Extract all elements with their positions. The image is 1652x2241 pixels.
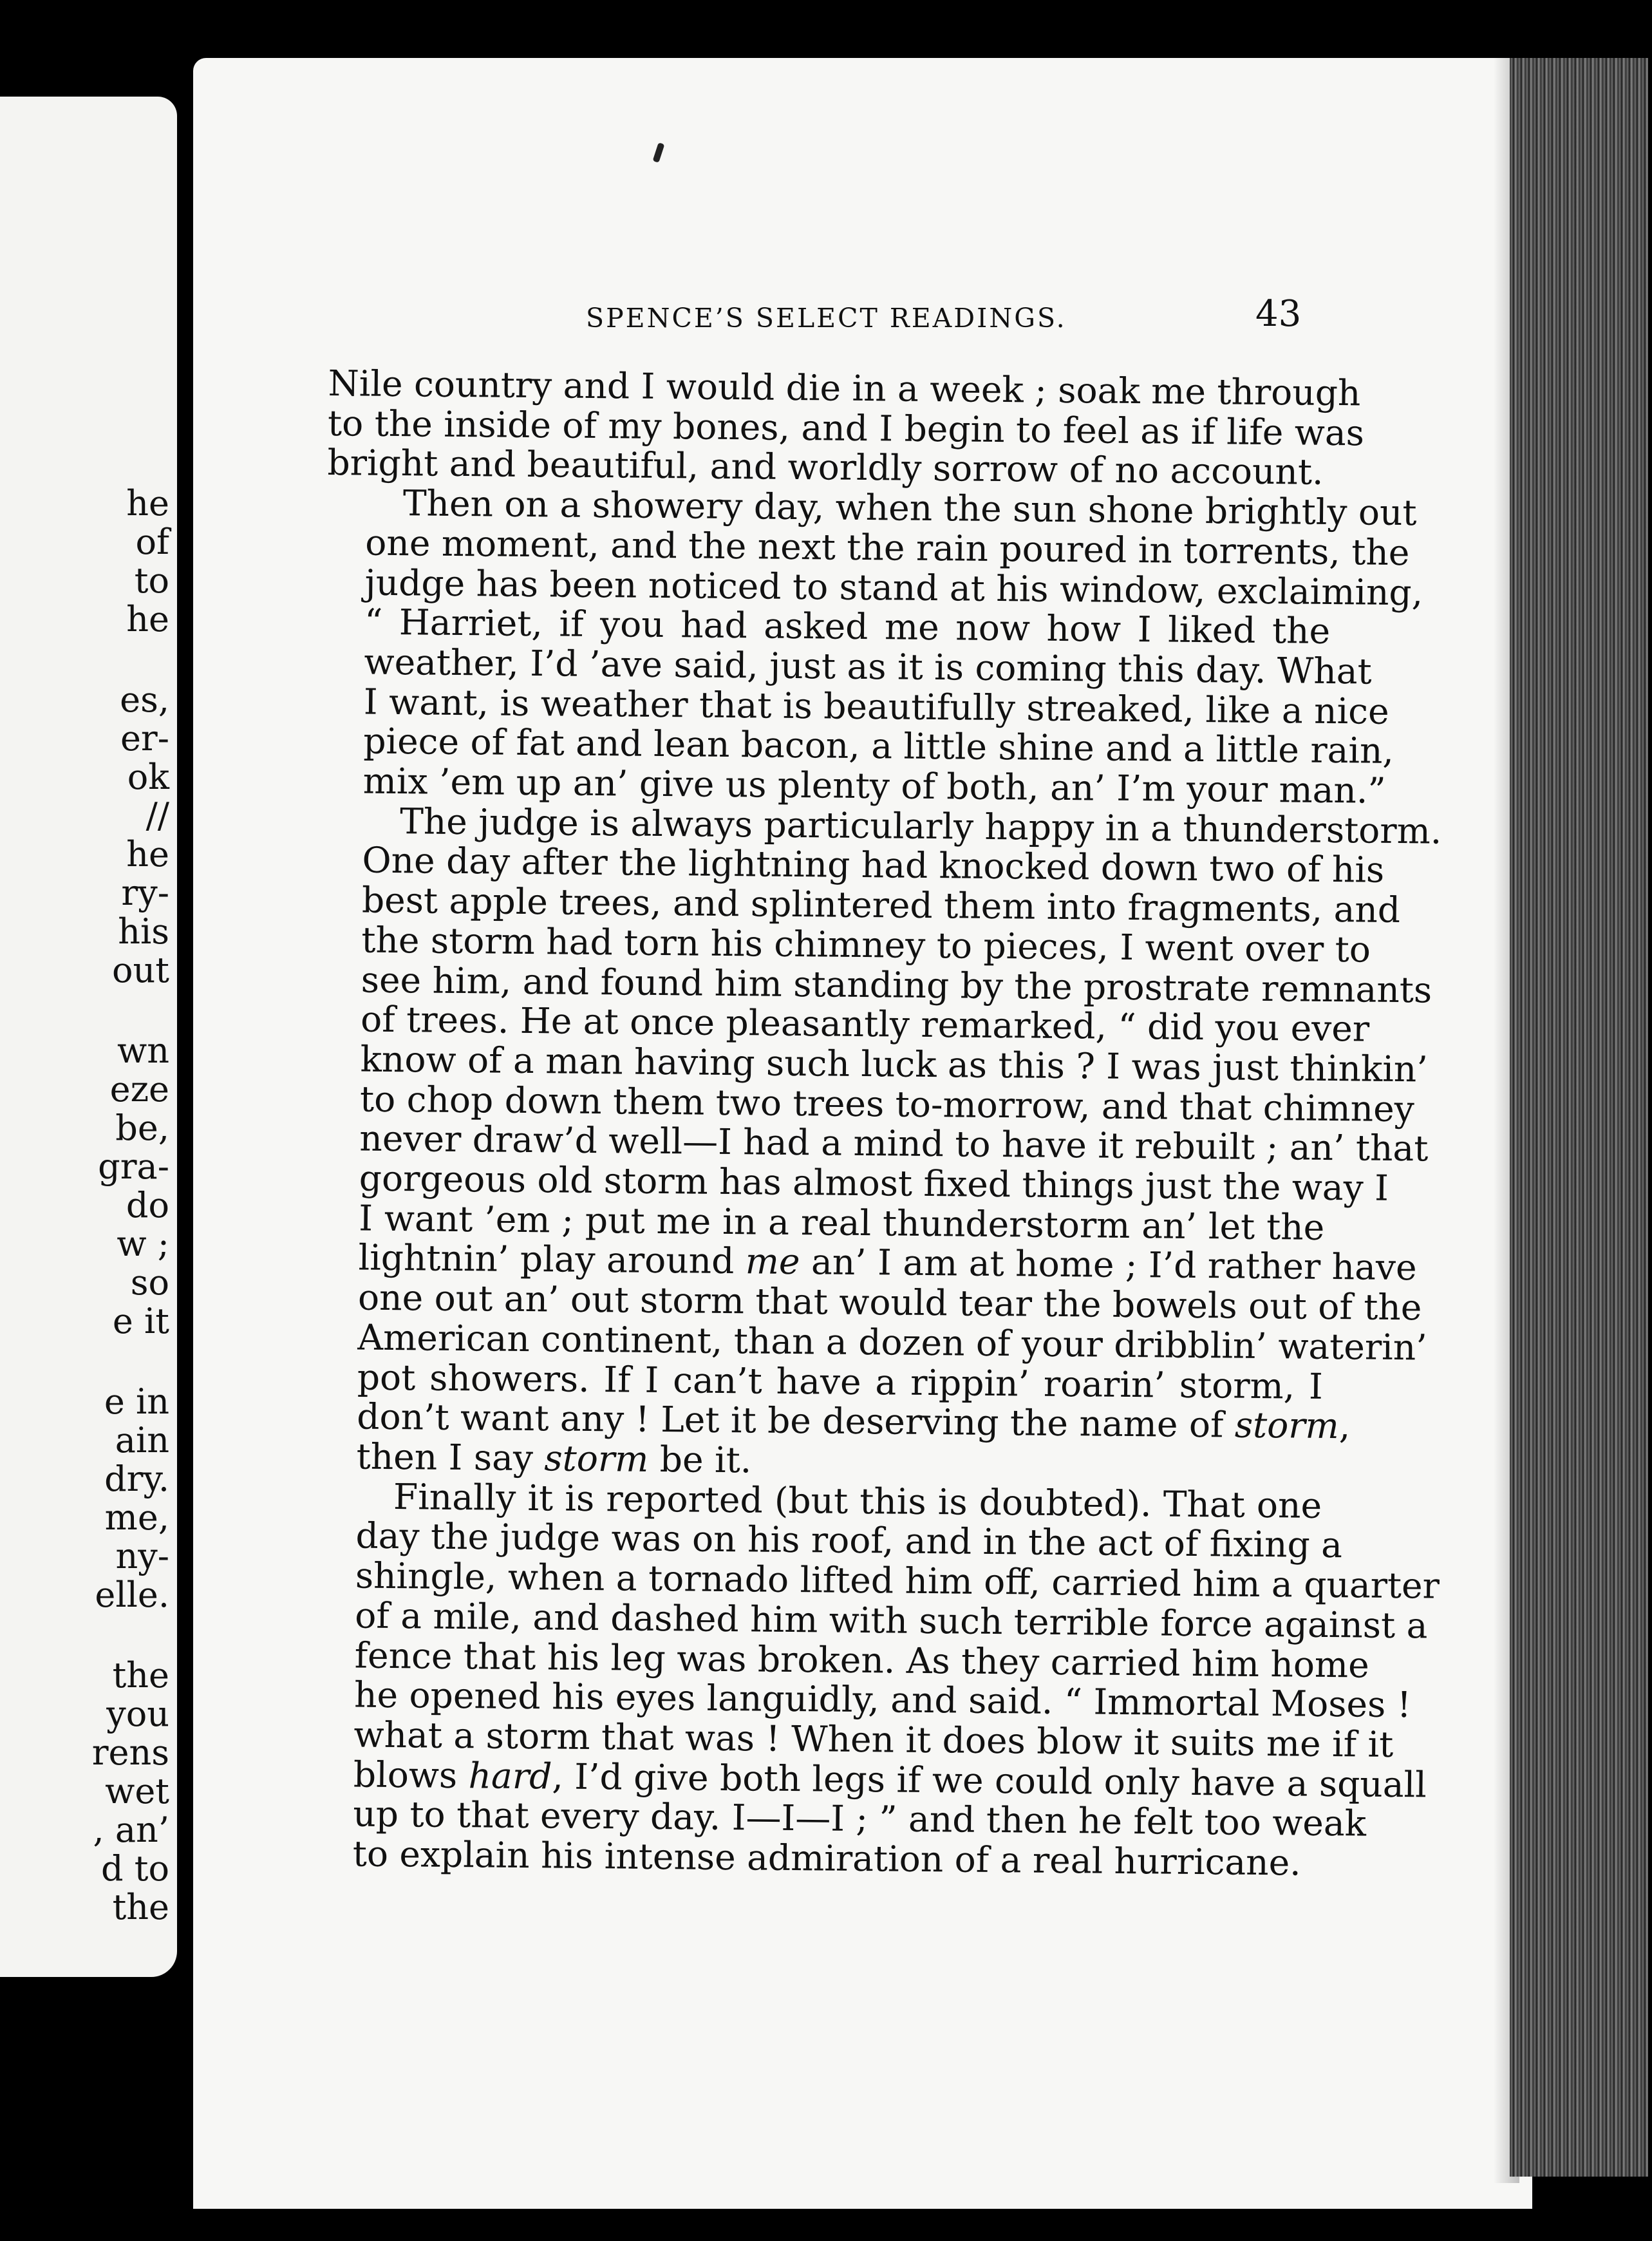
left-page-text-fragment: // (145, 795, 169, 836)
text-line: one out an’ out storm that would tear the bowels out of the (357, 1276, 1422, 1329)
paragraph (324, 482, 1423, 811)
left-page-text-fragment: w ; (117, 1224, 169, 1264)
text-line: gorgeous old storm has almost fixed things just the way I (359, 1157, 1389, 1209)
text-line: blows hard, I’d give both legs if we could only have a squall (353, 1754, 1427, 1806)
body-text (314, 363, 1442, 1884)
left-page-text-fragment: , an’ (93, 1810, 169, 1850)
left-page-text-fragment: eze (109, 1069, 169, 1110)
left-facing-page (0, 97, 177, 1977)
left-page-text-fragment: d to (101, 1848, 169, 1889)
left-page-text-fragment: the (112, 1887, 169, 1927)
left-page-text-fragment: do (126, 1185, 169, 1225)
paragraph (327, 363, 1365, 493)
left-page-text-fragment: ry- (121, 873, 169, 913)
text-line: the storm had torn his chimney to pieces, I went over to (361, 919, 1371, 970)
left-page-text-fragment: rens (91, 1732, 169, 1773)
left-page-text-fragment: wet (105, 1771, 169, 1811)
text-line: The judge is always particularly happy in a thunderstorm. (399, 800, 1442, 852)
left-page-text-fragment: he (126, 483, 169, 524)
text-line: pot showers. If I can’t have a rippin’ roarin’ storm, I (357, 1356, 1324, 1407)
text-line: One day after the lightning had knocked down two of his (362, 839, 1385, 891)
text-line: of trees. He at once pleasantly remarked, “ did you ever (360, 998, 1370, 1050)
paragraph (314, 1475, 1440, 1884)
left-page-text-fragment: you (106, 1694, 169, 1734)
text-line: see him, and found him standing by the prostrate remnants (361, 959, 1432, 1011)
text-line: to chop down them two trees to-morrow, and that chimney (359, 1078, 1415, 1130)
page-number: 43 (1255, 293, 1302, 335)
left-page-text-fragment: so (130, 1262, 169, 1303)
text-line: know of a man having such luck as this ? I was just thinkin’ (360, 1038, 1429, 1090)
text-line: up to that every day. I—I—I ; ” and then he felt too weak (353, 1793, 1367, 1844)
page-block-edges (1510, 58, 1648, 2177)
text-line: American continent, than a dozen of your dribblin’ waterin’ (357, 1316, 1427, 1368)
text-line: to explain his intense admiration of a real hurricane. (352, 1833, 1301, 1884)
text-line: “ Harriet, if you had asked me now how I liked the (364, 601, 1331, 652)
text-line: judge has been noticed to stand at his window, exclaiming, (364, 562, 1423, 613)
left-page-text-fragment: er- (120, 718, 169, 759)
text-line: Then on a showery day, when the sun shone brightly out (402, 482, 1417, 534)
left-page-text-fragment: the (112, 1655, 169, 1696)
left-page-text-fragment: elle. (95, 1574, 169, 1615)
text-line: weather, I’d ’ave said, just as it is coming this day. What (364, 641, 1373, 692)
left-page-text-fragment: of (135, 522, 169, 562)
text-line: shingle, when a tornado lifted him off, carried him a quarter (355, 1555, 1440, 1607)
text-line: of a mile, and dashed him with such terrible force against a (355, 1594, 1428, 1647)
text-line: Nile country and I would die in a week ; soak me through (328, 363, 1361, 414)
left-page-text-fragment: be, (115, 1108, 169, 1148)
text-line: piece of fat and lean bacon, a little shine and a little rain, (363, 720, 1394, 772)
text-line: what a storm that was ! When it does blow it suits me if it (353, 1714, 1394, 1765)
left-page-text-fragment: out (112, 950, 169, 990)
left-page-text-fragment: dry. (104, 1459, 169, 1499)
left-page-text-fragment: he (126, 599, 169, 639)
left-page-text-fragment: his (118, 911, 169, 952)
text-line: I want, is weather that is beautifully streaked, like a nice (363, 681, 1389, 732)
left-page-text-fragment: es, (120, 679, 169, 720)
left-page-text-fragment: e in (104, 1381, 169, 1422)
left-page-text-fragment: ny- (115, 1536, 169, 1576)
text-line: Finally it is reported (but this is doubted). That one (393, 1475, 1322, 1526)
text-line: then I say storm be it. (356, 1435, 752, 1481)
left-page-text-fragment: to (134, 560, 169, 601)
left-page-text-fragment: wn (117, 1030, 169, 1071)
text-line: best apple trees, and splintered them into fragments, and (361, 879, 1401, 931)
text-line: day the judge was on his roof, and in the act of fixing a (355, 1515, 1343, 1566)
left-page-text-fragment: ain (115, 1420, 169, 1461)
text-line: don’t want any ! Let it be deserving the name of storm, (357, 1395, 1351, 1447)
left-page-text-fragment: gra- (98, 1146, 169, 1187)
text-line: mix ’em up an’ give us plenty of both, an’ I’m your man.” (362, 760, 1386, 811)
text-line: he opened his eyes languidly, and said. “ Immortal Moses ! (353, 1674, 1412, 1726)
left-page-text-fragment: he (126, 834, 169, 875)
left-page-text-fragment: me, (104, 1497, 169, 1538)
text-line: one moment, and the next the rain poured in torrents, the (365, 522, 1410, 573)
text-line: to the inside of my bones, and I begin to feel as if life was (327, 402, 1365, 454)
text-line: lightnin’ play around me an’ I am at home ; I’d rather have (358, 1236, 1417, 1289)
left-page-text-fragment: ok (127, 757, 169, 797)
running-head: SPENCE’S SELECT READINGS. (586, 303, 1067, 334)
text-line: I want ’em ; put me in a real thunderstorm an’ let the (358, 1197, 1325, 1248)
left-page-text-fragment: e it (112, 1301, 169, 1341)
text-line: bright and beautiful, and worldly sorrow of no account. (327, 442, 1324, 493)
paragraph (317, 800, 1442, 1486)
text-line: never draw’d well—I had a mind to have it rebuilt ; an’ that (359, 1117, 1429, 1169)
text-line: fence that his leg was broken. As they carried him home (354, 1634, 1370, 1686)
